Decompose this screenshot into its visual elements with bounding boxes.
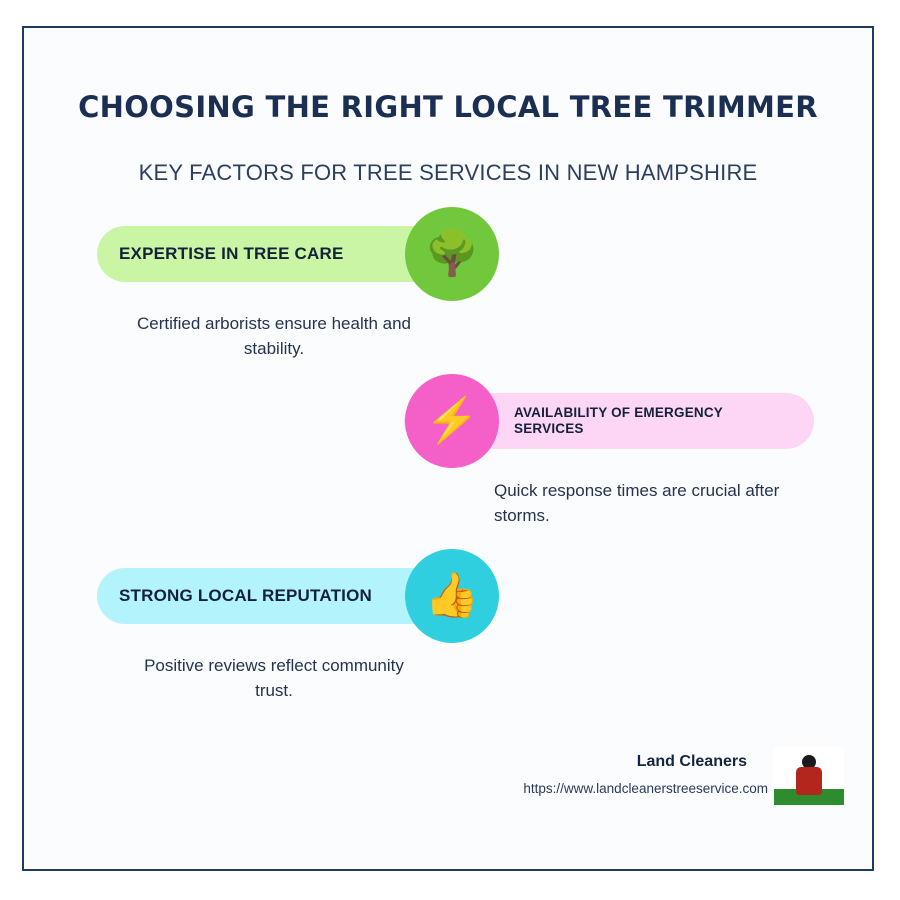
land-cleaners-logo [774, 747, 844, 805]
factor-description-3: Positive reviews reflect community trust. [144, 656, 404, 700]
factor-label-3: STRONG LOCAL REPUTATION [119, 586, 372, 606]
tree-icon [405, 207, 499, 301]
factor-description-2: Quick response times are crucial after storms. [494, 481, 780, 525]
page-title: CHOOSING THE RIGHT LOCAL TREE TRIMMER [78, 90, 818, 124]
footer [24, 753, 872, 825]
factor-row-3 [24, 568, 872, 768]
lightning-bolt-icon-glyph: ⚡ [424, 396, 480, 445]
infographic-poster [22, 26, 874, 871]
logo-body [796, 767, 822, 795]
factor-description-1: Certified arborists ensure health and stability. [136, 314, 412, 358]
lightning-bolt-icon [405, 374, 499, 468]
brand-name: Land Cleaners [636, 753, 747, 770]
factor-label-1: EXPERTISE IN TREE CARE [119, 244, 344, 264]
logo-figure [794, 755, 824, 797]
tree-icon-glyph: 🌳 [424, 229, 480, 278]
thumbs-up-icon [405, 549, 499, 643]
page-subtitle: KEY FACTORS FOR TREE SERVICES IN NEW HAMPSHIRE [138, 160, 758, 185]
factor-label-2: AVAILABILITY OF EMERGENCY SERVICES [514, 405, 723, 436]
website-url: https://www.landcleanerstreeservice.com [523, 781, 768, 796]
thumbs-up-icon-glyph: 👍 [424, 571, 480, 620]
